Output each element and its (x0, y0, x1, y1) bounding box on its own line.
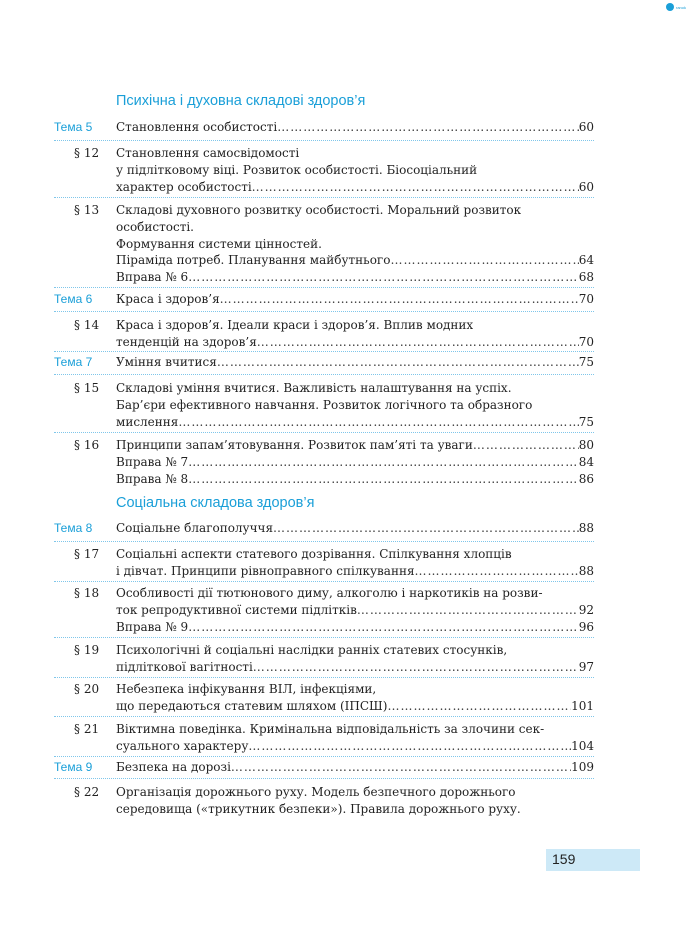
toc-entry-line[interactable]: Бар’єри ефективного навчання. Розвиток логічного та образного (116, 398, 533, 412)
paragraph-label-13: § 13 (74, 203, 100, 217)
toc-page-number: 80 (578, 438, 594, 452)
separator (54, 716, 594, 717)
toc-entry-p19[interactable] (116, 658, 594, 676)
section-title-psychic: Психічна і духовна складові здоров’я (116, 93, 366, 109)
toc-entry-line[interactable]: Соціальні аспекти статевого дозрівання. Спілкування хлопців (116, 547, 512, 561)
toc-entry-line[interactable]: Складові духовного розвитку особистості. Моральний розвиток (116, 203, 522, 217)
toc-entry-title: суального характеру (116, 739, 249, 753)
toc-page-number: 101 (571, 699, 594, 713)
toc-entry-title: Піраміда потреб. Планування майбутнього (116, 253, 391, 267)
toc-entry-line[interactable]: середовища («трикутник безпеки»). Правила дорожнього руху. (116, 802, 521, 816)
toc-entry-p13[interactable] (116, 251, 594, 269)
toc-page-number: 96 (578, 620, 594, 634)
toc-entry-p16[interactable] (116, 436, 594, 454)
toc-entry-title: ток репродуктивної системи підлітків (116, 603, 357, 617)
leader-dots (253, 658, 579, 676)
toc-entry-title: Вправа № 9 (116, 620, 189, 634)
toc-entry-line[interactable]: Віктимна поведінка. Кримінальна відповідальність за злочини сек- (116, 722, 545, 736)
leader-dots (257, 333, 579, 351)
theme-label-6: Тема 6 (54, 292, 93, 306)
leader-dots (220, 290, 579, 308)
toc-entry-title: Вправа № 6 (116, 270, 189, 284)
separator (54, 778, 594, 779)
theme-label-9: Тема 9 (54, 760, 93, 774)
separator (54, 351, 594, 352)
toc-entry-title: Соціальне благополуччя (116, 521, 274, 535)
toc-page-number: 86 (578, 472, 594, 486)
toc-entry-theme-8[interactable] (116, 519, 594, 537)
toc-entry-theme-7[interactable] (116, 353, 594, 371)
toc-entry-theme-5[interactable] (116, 118, 594, 136)
paragraph-label-15: § 15 (74, 381, 100, 395)
leader-dots (188, 268, 579, 286)
toc-entry-title: Становлення особистості (116, 120, 278, 134)
toc-entry-exercise-6[interactable] (116, 268, 594, 286)
leader-dots (273, 519, 579, 537)
leader-dots (178, 413, 578, 431)
page-number: 159 (552, 851, 576, 867)
paragraph-label-20: § 20 (74, 682, 100, 696)
separator (54, 541, 594, 542)
toc-entry-p14[interactable] (116, 333, 594, 351)
toc-entry-p17[interactable] (116, 562, 594, 580)
toc-entry-p12[interactable] (116, 178, 594, 196)
logo-icon (666, 3, 674, 11)
toc-entry-p21[interactable] (116, 737, 594, 755)
leader-dots (387, 697, 571, 715)
toc-page-number: 75 (578, 355, 594, 369)
toc-page-number: 97 (578, 660, 594, 674)
toc-entry-title: що передаються статевим шляхом (ІПСШ) (116, 699, 388, 713)
leader-dots (473, 436, 579, 454)
toc-page-number: 64 (578, 253, 594, 267)
toc-page-number: 109 (571, 760, 594, 774)
paragraph-label-12: § 12 (74, 146, 100, 160)
leader-dots (390, 251, 578, 269)
separator (54, 432, 594, 433)
paragraph-label-19: § 19 (74, 643, 100, 657)
toc-page-number: 104 (571, 739, 594, 753)
leader-dots (231, 758, 571, 776)
leader-dots (248, 737, 571, 755)
leader-dots (188, 618, 579, 636)
separator (54, 374, 594, 375)
toc-entry-line[interactable]: Психологічні й соціальні наслідки ранніх статевих стосунків, (116, 643, 508, 657)
separator (54, 637, 594, 638)
toc-entry-title: Вправа № 8 (116, 472, 189, 486)
toc-entry-line[interactable]: Особливості дії тютюнового диму, алкоголю і наркотиків на розви- (116, 586, 543, 600)
toc-entry-theme-6[interactable] (116, 290, 594, 308)
toc-entry-title: і дівчат. Принципи рівноправного спілкування (116, 564, 415, 578)
toc-entry-title: Безпека на дорозі (116, 760, 231, 774)
toc-entry-line[interactable]: у підлітковому віці. Розвиток особистості. Біосоціальний (116, 163, 478, 177)
toc-entry-title: Принципи запам’ятовування. Розвиток пам’яті та уваги (116, 438, 473, 452)
section-title-social: Соціальна складова здоров’я (116, 495, 315, 511)
toc-page-number: 92 (578, 603, 594, 617)
toc-page-number: 88 (578, 521, 594, 535)
paragraph-label-18: § 18 (74, 586, 100, 600)
toc-entry-title: характер особистості (116, 180, 252, 194)
paragraph-label-17: § 17 (74, 547, 100, 561)
toc-page-number: 88 (578, 564, 594, 578)
toc-page-number: 70 (578, 292, 594, 306)
paragraph-label-16: § 16 (74, 438, 100, 452)
leader-dots (188, 453, 579, 471)
toc-entry-title: Вправа № 7 (116, 455, 189, 469)
toc-entry-title: Уміння вчитися (116, 355, 217, 369)
paragraph-label-14: § 14 (74, 318, 100, 332)
toc-entry-exercise-7[interactable] (116, 453, 594, 471)
separator (54, 311, 594, 312)
separator (54, 677, 594, 678)
separator (54, 287, 594, 288)
toc-entry-exercise-9[interactable] (116, 618, 594, 636)
toc-entry-p18[interactable] (116, 601, 594, 619)
toc-entry-title: підліткової вагітності (116, 660, 253, 674)
paragraph-label-21: § 21 (74, 722, 100, 736)
paragraph-label-22: § 22 (74, 785, 100, 799)
toc-entry-title: мислення (116, 415, 179, 429)
separator (54, 140, 594, 141)
leader-dots (357, 601, 579, 619)
toc-entry-theme-9[interactable] (116, 758, 594, 776)
theme-label-5: Тема 5 (54, 120, 93, 134)
leader-dots (217, 353, 579, 371)
toc-entry-exercise-8[interactable] (116, 470, 594, 488)
toc-page-number: 75 (578, 415, 594, 429)
toc-entry-p20[interactable] (116, 697, 594, 715)
logo-text: ranok (675, 4, 686, 10)
toc-page-number: 84 (578, 455, 594, 469)
separator (54, 197, 594, 198)
theme-label-8: Тема 8 (54, 521, 93, 535)
toc-entry-p15[interactable] (116, 413, 594, 431)
separator (54, 581, 594, 582)
toc-entry-line[interactable]: Організація дорожнього руху. Модель безпечного дорожнього (116, 785, 516, 799)
toc-entry-line[interactable]: Небезпека інфікування ВІЛ, інфекціями, (116, 682, 377, 696)
toc-entry-line[interactable]: Формування системи цінностей. (116, 237, 322, 251)
leader-dots (188, 470, 579, 488)
leader-dots (277, 118, 578, 136)
theme-label-7: Тема 7 (54, 355, 93, 369)
toc-page-number: 60 (578, 120, 594, 134)
toc-entry-line[interactable]: особистості. (116, 220, 194, 234)
separator (54, 756, 594, 757)
leader-dots (415, 562, 579, 580)
toc-entry-title: Краса і здоров’я (116, 292, 220, 306)
publisher-logo (666, 3, 686, 11)
toc-entry-line[interactable]: Становлення самосвідомості (116, 146, 300, 160)
toc-entry-line[interactable]: Складові уміння вчитися. Важливість налаштування на успіх. (116, 381, 512, 395)
leader-dots (252, 178, 579, 196)
toc-page-number: 68 (578, 270, 594, 284)
toc-entry-line[interactable]: Краса і здоров’я. Ідеали краси і здоров’я. Вплив модних (116, 318, 474, 332)
toc-entry-title: тенденцій на здоров’я (116, 335, 257, 349)
toc-page-number: 60 (578, 180, 594, 194)
toc-page-number: 70 (578, 335, 594, 349)
